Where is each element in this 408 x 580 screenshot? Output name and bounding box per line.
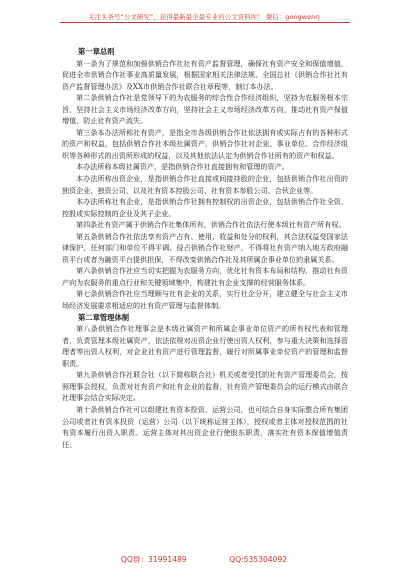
- paragraph: 第七条供销合作社应当理顺与社有企业的关系，实行社企分开，建立健全与社会主义市场经济发展要求相适应的社有资产管理与监督体制。: [62, 289, 348, 311]
- header-divider: [60, 22, 350, 23]
- paragraph: 本办法所称出资企业，是指供销合作社直接或间接持股的企业，包括供销合作社出资的独资企业、独资公司，以及社有资本控股公司、社有资本参股公司、合伙企业等。: [62, 174, 348, 195]
- paragraph: 第四条社有资产属于供销合作社集体所有，供销合作社依法行使本级社有资产所有权。: [76, 220, 346, 230]
- paragraph: 第八条供销合作社理事会是本级社属资产和所属企事业单位资产的所有权代表和管理者，负责管理本级社属资产，依法依规对出资企业行使出资人权利，参与重大决策和选择管理者等出资人权利，对企业社有资产进行管理监督，履行对所属事业单位资产的管理和监督职责。: [62, 324, 348, 368]
- paragraph: 本办法所称社有企业，是指供销合作社拥有控制权的出资企业，包括供销合作社全资、控股或实际控制的企业及其子企业。: [62, 197, 348, 218]
- paragraph: 第六条供销合作社应当切实把握为农服务方向，优化社有资本布局和结构，推动社有资产向为农服务的重点行业和关键领域集中，构建社有企业支撑的经营服务体系。: [62, 266, 348, 287]
- chapter-title: 第一章总则: [78, 47, 115, 56]
- header-banner: 关注头条号“公文研究”，获得最新最全最专业的公文资料库！ 微信：gongwenrj: [88, 13, 320, 21]
- qq-group-text: QQ群：31991489: [120, 555, 187, 564]
- paragraph: 第三条本办法所称社有资产，是指全市各级供销合作社依法拥有或实际占有的各种形式的资产和权益，包括供销合作社本级社属资产，供销合作社对企业、事业单位、合作经济组织等各种形式的出资所形成的权益，以及其他依法认定为供销合作社所有的资产和权益。: [62, 127, 348, 160]
- paragraph: 第一条为了规范和加强供销合作社社有资产监督管理，确保社有资产安全和保值增值，促进全市供销合作社事业高质量发展，根据国家相关法律法规、全国总社《供销合作社社有资产监督管理办法》及XX市供销合作社联合社章程等，制订本办法。: [62, 58, 348, 91]
- paragraph: 第九条供销合作社联合社（以下简称联合社）机关或者受托的社有资产管理委员会，按照理事会授权，负责对社有资产和社有企业的监督，社有资产管理委员会的运行模式由联合社理事会结合实际决定。: [62, 370, 348, 403]
- paragraph: 第二条供销合作社是党领导下的为农服务的综合性合作经济组织，坚持为农服务根本宗旨，坚持社会主义市场经济改革方向，坚持社会主义市场经济改革方向，推动社有资产保值增值，防止社有资产流失。: [62, 93, 348, 126]
- chapter-title: 第二章管理体制: [78, 312, 130, 322]
- document-body: [62, 46, 348, 450]
- paragraph: 本办法所称本级社属资产，是指供销合作社直接拥有和管理的资产。: [76, 162, 289, 172]
- qq-number-text: QQ:535304092: [229, 555, 288, 564]
- paragraph: 第十条供销合作社可以组建社有资本投资、运营公司，也可结合自身实际整合所有集团公司或者社有资本投资（运营）公司（以下统称运营主体），授权或者主体对授权范围的社有资本履行出资人职责。运营主体对其出资企业行使股东职责，落实社有资本保值增值责任。: [62, 404, 348, 449]
- paragraph: 第五条供销合作社依法享有资产占有、使用、收益和处分的权利，其合法权益受国家法律保护，任何部门和单位不得平调、侵占供销合作社财产，不得将社有资产纳入地方政府融资平台或者为融资平台提供担保，不得改变供销合作社及其所属企事业单位的隶属关系。: [62, 231, 348, 264]
- footer-contact: [0, 554, 408, 565]
